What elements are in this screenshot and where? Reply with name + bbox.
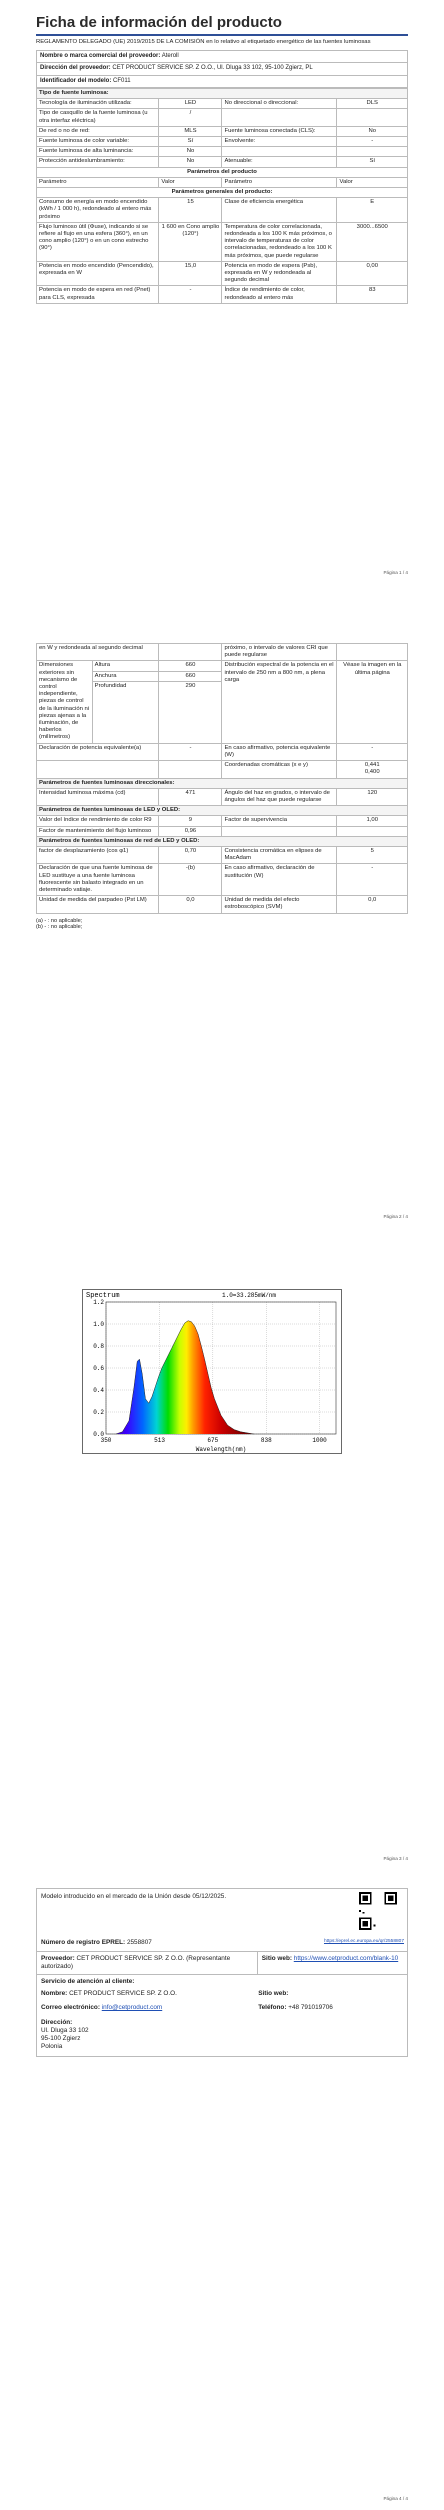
model-row xyxy=(36,75,408,88)
general-cell: Flujo luminoso útil (Φuse), indicando si se refiere al flujo en una esfera (360°), en un cono amplio (120°) o en un cono estrecho (90°) xyxy=(37,222,159,261)
col-header-param-2: Parámetro xyxy=(222,177,337,187)
led-cell: 0,96 xyxy=(159,826,222,836)
supplier-name-row xyxy=(36,50,408,63)
service-name-label: Nombre: xyxy=(41,1990,68,1998)
general-cell: Potencia en modo de espera (Psb), expresada en W y redondeada al segundo decimal xyxy=(222,261,337,286)
general-cell: Índice de rendimiento de color, redondeado al entero más xyxy=(222,286,337,303)
equivalent-power-label: Declaración de potencia equivalente(a) xyxy=(37,743,159,760)
spectral-label: Distribución espectral de la potencia en el intervalo de 250 nm a 800 nm, a plena carga xyxy=(222,661,337,743)
led-cell xyxy=(337,826,408,836)
type-cell: Fuente luminosa conectada (CLS): xyxy=(222,126,337,136)
service-name-row xyxy=(37,1987,407,2001)
type-cell: Fuente luminosa de color variable: xyxy=(37,136,159,146)
light-source-type-table xyxy=(36,88,408,304)
document-title: Ficha de información del producto xyxy=(36,14,408,36)
x-tick-label: 1000 xyxy=(312,1437,327,1444)
type-header: Tipo de fuente luminosa: xyxy=(37,88,408,98)
x-tick-label: 675 xyxy=(207,1437,219,1444)
x-tick-label: 350 xyxy=(100,1437,112,1444)
email-link[interactable]: info@cetproduct.com xyxy=(101,2004,163,2012)
type-cell: No xyxy=(337,126,408,136)
page-2 xyxy=(36,643,408,931)
web-label: Sitio web: xyxy=(261,1955,292,1962)
service-web-cell xyxy=(258,1990,403,1998)
service-contact-row xyxy=(37,2001,407,2015)
phone-cell xyxy=(258,2004,403,2012)
directional-header: Parámetros de fuentes luminosas direccionales: xyxy=(37,778,408,788)
chroma-empty-1 xyxy=(37,761,159,778)
dimensions-label: Dimensiones exteriores sin mecanismo de control independiente, piezas de control de la iluminación ni piezas ajenas a la iluminación, de haberlos (milímetros) xyxy=(37,661,93,743)
type-cell: De red o no de red: xyxy=(37,126,159,136)
provider-cell xyxy=(37,1952,258,1974)
address-line-3: Polonia xyxy=(41,2042,63,2050)
type-cell: / xyxy=(159,109,222,126)
address-label: Dirección: xyxy=(41,2019,73,2027)
address-line-1: Ul. Dluga 33 102 xyxy=(41,2026,89,2034)
type-cell: Protección antideslumbramiento: xyxy=(37,157,159,167)
model-label: Identificador del modelo: xyxy=(40,78,112,85)
supplier-address: CET PRODUCT SERVICE SP. Z O.O., Ul. Dluga 33 102, 95-100 Zgierz, PL xyxy=(112,65,313,72)
type-cell: LED xyxy=(159,99,222,109)
beam-angle-value: 120 xyxy=(337,788,408,805)
y-tick-label: 1.0 xyxy=(93,1321,104,1328)
page-number-2: Página 2 / 4 xyxy=(383,1214,408,1219)
type-cell xyxy=(222,147,337,157)
web-link[interactable]: https://www.cetproduct.com/blank-10 xyxy=(293,1955,399,1962)
led-cell: Factor de mantenimiento del flujo luminoso xyxy=(37,826,159,836)
general-cell: 3000...6500 xyxy=(337,222,408,261)
type-row xyxy=(37,136,408,146)
phone-label: Teléfono: xyxy=(258,2004,287,2012)
type-cell xyxy=(337,109,408,126)
general-row xyxy=(37,286,408,303)
type-row xyxy=(37,126,408,136)
equivalent-power-value: - xyxy=(159,743,222,760)
equivalent-power-w-label: En caso afirmativo, potencia equivalente (W) xyxy=(222,743,337,760)
y-tick-label: 1.2 xyxy=(93,1299,104,1306)
chart-annotation: 1.0=33.285mW/nm xyxy=(222,1292,277,1299)
qr-code-icon xyxy=(359,1892,397,1930)
spectrum-chart xyxy=(82,1289,342,1454)
type-cell: No direccional o direccional: xyxy=(222,99,337,109)
page-number-4: Página 4 / 4 xyxy=(383,2496,408,2501)
phone-value: +48 791019706 xyxy=(288,2004,333,2012)
service-name-cell xyxy=(41,1990,258,1998)
type-cell: MLS xyxy=(159,126,222,136)
general-cell: Clase de eficiencia energética xyxy=(222,198,337,223)
y-tick-label: 0.8 xyxy=(93,1343,104,1350)
type-cell: Atenuable: xyxy=(222,157,337,167)
led-cell: 9 xyxy=(159,816,222,826)
type-cell: Sí xyxy=(159,136,222,146)
width-value: 660 xyxy=(159,671,222,681)
product-params-table-cont xyxy=(36,643,408,914)
mains-row xyxy=(37,896,408,913)
registration-row xyxy=(41,1939,152,1947)
mains-cell: 5 xyxy=(337,847,408,864)
service-name: CET PRODUCT SERVICE SP. Z O.O. xyxy=(69,1990,177,1998)
page-4-box xyxy=(36,1888,408,2057)
mains-cell: En caso afirmativo, declaración de sustitución (W) xyxy=(222,864,337,896)
registration-label: Número de registro EPREL: xyxy=(41,1939,126,1946)
equivalent-power-w-value: - xyxy=(337,743,408,760)
chroma-empty-2 xyxy=(159,761,222,778)
col-header-param-1: Parámetro xyxy=(37,177,159,187)
height-label: Altura xyxy=(92,661,159,671)
general-cell: 83 xyxy=(337,286,408,303)
model-id: CF011 xyxy=(113,78,131,85)
mains-header: Parámetros de fuentes luminosas de red de LED y OLED: xyxy=(37,836,408,846)
type-cell: No xyxy=(159,147,222,157)
regulation-text: REGLAMENTO DELEGADO (UE) 2019/2015 DE LA COMISIÓN en lo relativo al etiquetado energético de las fuentes luminosas xyxy=(36,39,371,46)
y-tick-label: 0.4 xyxy=(93,1387,104,1394)
general-row xyxy=(37,222,408,261)
registration-number: 2558807 xyxy=(126,1939,152,1946)
supplier-name: Ateroll xyxy=(161,52,179,59)
y-tick-label: 0.6 xyxy=(93,1365,104,1372)
led-cell: 1,00 xyxy=(337,816,408,826)
general-cell: E xyxy=(337,198,408,223)
type-cell: Tecnología de iluminación utilizada: xyxy=(37,99,159,109)
provider-value: CET PRODUCT SERVICE SP. Z O.O. (Representante autorizado) xyxy=(41,1955,231,1970)
email-label: Correo electrónico: xyxy=(41,2004,100,2012)
mains-cell: Declaración de que una fuente luminosa de LED sustituye a una fuente luminosa fluorescente sin balasto integrado en un determinado vatiaje. xyxy=(37,864,159,896)
general-row xyxy=(37,261,408,286)
type-cell: No xyxy=(159,157,222,167)
mains-cell: factor de desplazamiento (cos φ1) xyxy=(37,847,159,864)
chromaticity-label: Coordenadas cromáticas (x e y) xyxy=(222,761,337,778)
mains-cell: -(b) xyxy=(159,864,222,896)
chart-title: Spectrum xyxy=(86,1292,120,1300)
type-cell xyxy=(337,147,408,157)
type-cell: DLS xyxy=(337,99,408,109)
type-cell: - xyxy=(337,136,408,146)
led-cell xyxy=(222,826,337,836)
general-cell: Consumo de energía en modo encendido (kWh / 1 000 h), redondeado al entero más próximo xyxy=(37,198,159,223)
general-cell: Potencia en modo encendido (Pencendido), expresada en W xyxy=(37,261,159,286)
mains-cell: Consistencia cromática en elipses de MacAdam xyxy=(222,847,337,864)
type-cell: Envolvente: xyxy=(222,136,337,146)
cont-row-value-2 xyxy=(337,644,408,661)
address-line-2: 95-100 Zgierz xyxy=(41,2034,81,2042)
x-tick-label: 838 xyxy=(260,1437,272,1444)
led-cell: Valor del índice de rendimiento de color R9 xyxy=(37,816,159,826)
luminous-intensity-label: Intensidad luminosa máxima (cd) xyxy=(37,788,159,805)
supplier-address-label: Dirección del proveedor: xyxy=(40,65,111,72)
type-row xyxy=(37,147,408,157)
general-cell: Potencia en modo de espera en red (Pnet) para CLS, expresada xyxy=(37,286,159,303)
type-cell: Sí xyxy=(337,157,408,167)
type-row xyxy=(37,99,408,109)
general-params-header: Parámetros generales del producto: xyxy=(37,187,408,197)
cont-row-value xyxy=(159,644,222,661)
page-number-3: Página 3 / 4 xyxy=(383,1856,408,1861)
type-cell xyxy=(222,109,337,126)
cont-row-param: en W y redondeada al segundo decimal xyxy=(37,644,159,661)
mains-cell: - xyxy=(337,864,408,896)
email-cell xyxy=(41,2004,258,2012)
general-cell: 15 xyxy=(159,198,222,223)
mains-row xyxy=(37,847,408,864)
intro-text: Modelo introducido en el mercado de la Unión desde 05/12/2025. xyxy=(41,1893,227,1900)
y-tick-label: 0.2 xyxy=(93,1409,104,1416)
page-number-1: Página 1 / 4 xyxy=(383,570,408,575)
general-cell: 0,00 xyxy=(337,261,408,286)
spectral-value: Véase la imagen en la última página xyxy=(337,661,408,743)
address-block xyxy=(37,2015,407,2056)
general-cell: - xyxy=(159,286,222,303)
depth-label: Profundidad xyxy=(92,681,159,743)
led-cell: Factor de supervivencia xyxy=(222,816,337,826)
service-header: Servicio de atención al cliente: xyxy=(41,1977,135,1985)
x-tick-label: 513 xyxy=(154,1437,165,1444)
luminous-intensity-value: 471 xyxy=(159,788,222,805)
type-row xyxy=(37,157,408,167)
service-web-label: Sitio web: xyxy=(258,1990,289,1998)
mains-cell: 0,70 xyxy=(159,847,222,864)
beam-angle-label: Ángulo del haz en grados, o intervalo de ángulos del haz que puede regularse xyxy=(222,788,337,805)
page-1 xyxy=(36,14,408,304)
cont-row-param-2: próximo, o intervalo de valores CRI que puede regularse xyxy=(222,644,337,661)
width-label: Anchura xyxy=(92,671,159,681)
led-header: Parámetros de fuentes luminosas de LED y OLED: xyxy=(37,806,408,816)
intro-block xyxy=(37,1889,407,1952)
supplier-address-row xyxy=(36,62,408,75)
mains-cell: Unidad de medida del efecto estroboscópico (SVM) xyxy=(222,896,337,913)
chromaticity-value: 0,441 0,400 xyxy=(337,761,408,778)
footnote-a: (a) - : no aplicable; xyxy=(36,917,83,924)
col-header-value-1: Valor xyxy=(159,177,222,187)
general-cell: 15,0 xyxy=(159,261,222,286)
provider-label: Proveedor: xyxy=(41,1955,75,1962)
y-tick-label: 0.0 xyxy=(93,1431,104,1438)
provider-web-cell xyxy=(258,1952,407,1974)
led-row xyxy=(37,826,408,836)
provider-row xyxy=(37,1952,407,1975)
footnote-b: (b) - : no aplicable; xyxy=(36,924,83,931)
height-value: 660 xyxy=(159,661,222,671)
supplier-name-label: Nombre o marca comercial del proveedor: xyxy=(40,52,161,59)
col-header-value-2: Valor xyxy=(337,177,408,187)
mains-row xyxy=(37,864,408,896)
led-row xyxy=(37,816,408,826)
general-cell: 1 600 en Cono amplio (120°) xyxy=(159,222,222,261)
type-cell: Fuente luminosa de alta luminancia: xyxy=(37,147,159,157)
mains-cell: 0,0 xyxy=(159,896,222,913)
general-row xyxy=(37,198,408,223)
depth-value: 290 xyxy=(159,681,222,743)
eprel-link[interactable]: https://eprel.ec.europa.eu/qr/2558807 xyxy=(323,1939,404,1944)
product-params-header: Parámetros del producto xyxy=(37,167,408,177)
type-cell: Tipo de casquillo de la fuente luminosa (u otra interfaz eléctrica) xyxy=(37,109,159,126)
x-axis-label: Wavelength(nm) xyxy=(195,1446,247,1453)
mains-cell: Unidad de medida del parpadeo (Pst LM) xyxy=(37,896,159,913)
general-cell: Temperatura de color correlacionada, redondeada a los 100 K más próximos, o intervalo de temperaturas de color correlacionadas, redondeado a los 100 K más próximos, que puede regularse xyxy=(222,222,337,261)
mains-cell: 0,0 xyxy=(337,896,408,913)
type-row xyxy=(37,109,408,126)
